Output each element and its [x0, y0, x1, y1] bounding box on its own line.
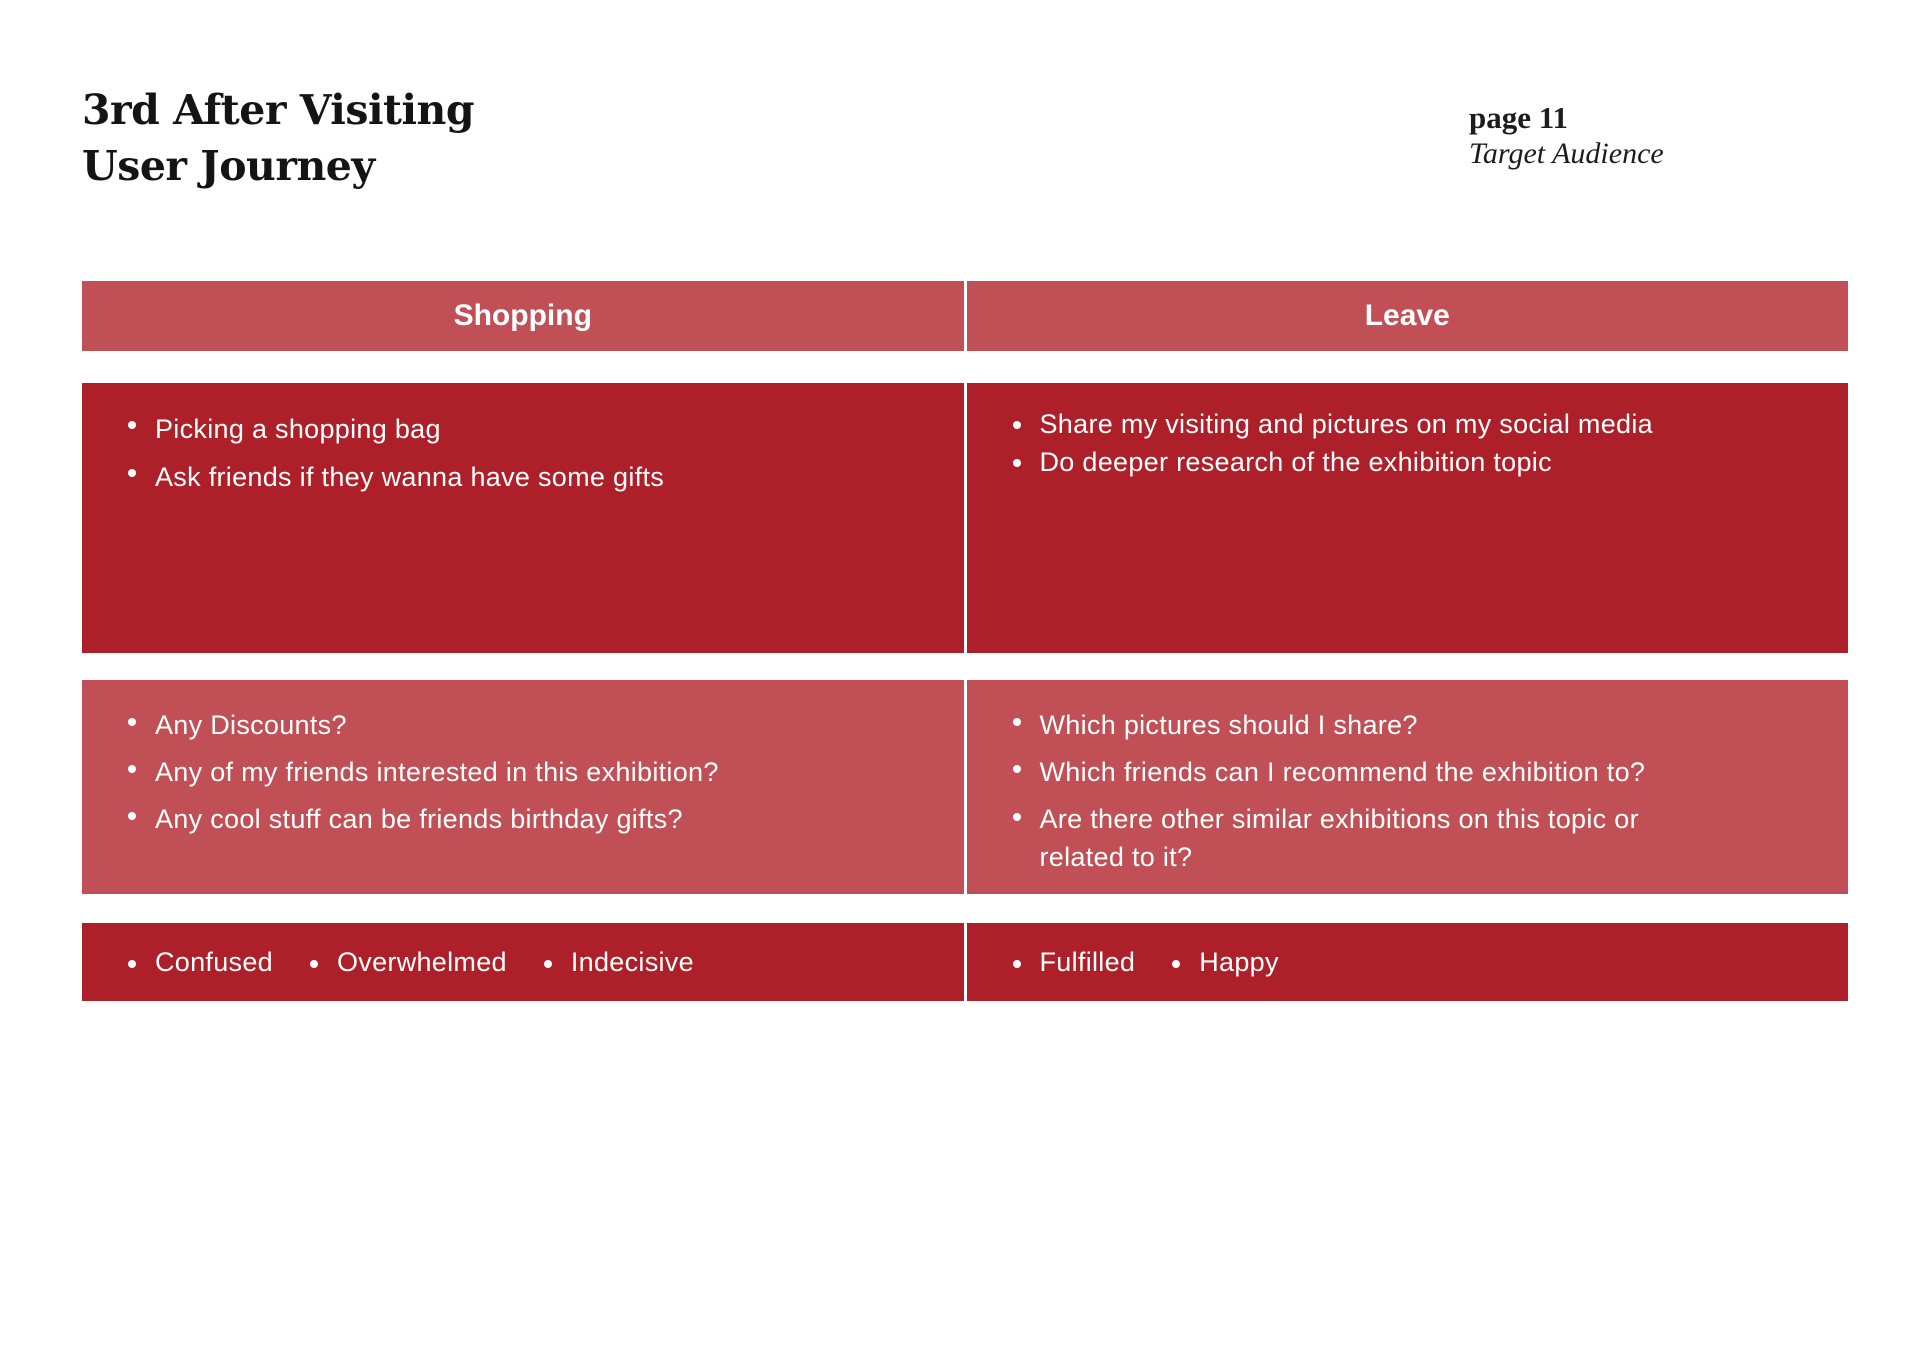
list-item: Which pictures should I share? [1013, 702, 1849, 749]
leave-thoughts-list [1013, 702, 1849, 876]
feeling-item: Happy [1172, 947, 1279, 978]
header-row [82, 281, 1848, 351]
thoughts-row [82, 680, 1848, 894]
leave-actions-list [1013, 405, 1849, 481]
title-line-1: 3rd After Visiting [82, 86, 475, 134]
feeling-item: Fulfilled [1013, 947, 1136, 978]
feeling-item: Overwhelmed [310, 947, 507, 978]
leave-actions-cell [967, 383, 1849, 653]
list-item: Do deeper research of the exhibition topic [1013, 443, 1849, 481]
journey-table [82, 281, 1848, 1001]
page-number: page 11 [1469, 100, 1569, 135]
title-line-2: User Journey [82, 142, 375, 190]
page-section: Target Audience [1469, 137, 1664, 170]
list-item: Which friends can I recommend the exhibition to? [1013, 749, 1849, 796]
leave-feelings-cell [967, 923, 1849, 1001]
list-item: Ask friends if they wanna have some gifts [128, 453, 964, 501]
column-heading-leave: Leave [967, 281, 1849, 351]
list-item: Any of my friends interested in this exhibition? [128, 749, 964, 796]
list-item: Any cool stuff can be friends birthday gifts? [128, 796, 964, 843]
page-meta [1469, 100, 1664, 172]
leave-feelings-list [967, 923, 1849, 1001]
shopping-actions-cell [82, 383, 964, 653]
shopping-feelings-list [82, 923, 964, 1001]
shopping-actions-list [128, 405, 964, 501]
shopping-feelings-cell [82, 923, 964, 1001]
feeling-item: Indecisive [544, 947, 694, 978]
page-title [82, 82, 474, 194]
feeling-item: Confused [128, 947, 273, 978]
column-heading-shopping: Shopping [82, 281, 964, 351]
feelings-row [82, 923, 1848, 1001]
shopping-thoughts-cell [82, 680, 964, 894]
list-item: Are there other similar exhibitions on this topic or related to it? [1013, 796, 1849, 876]
leave-thoughts-cell [967, 680, 1849, 894]
list-item: Picking a shopping bag [128, 405, 964, 453]
shopping-thoughts-list [128, 702, 964, 843]
list-item: Share my visiting and pictures on my social media [1013, 405, 1849, 443]
list-item: Any Discounts? [128, 702, 964, 749]
actions-row [82, 383, 1848, 653]
